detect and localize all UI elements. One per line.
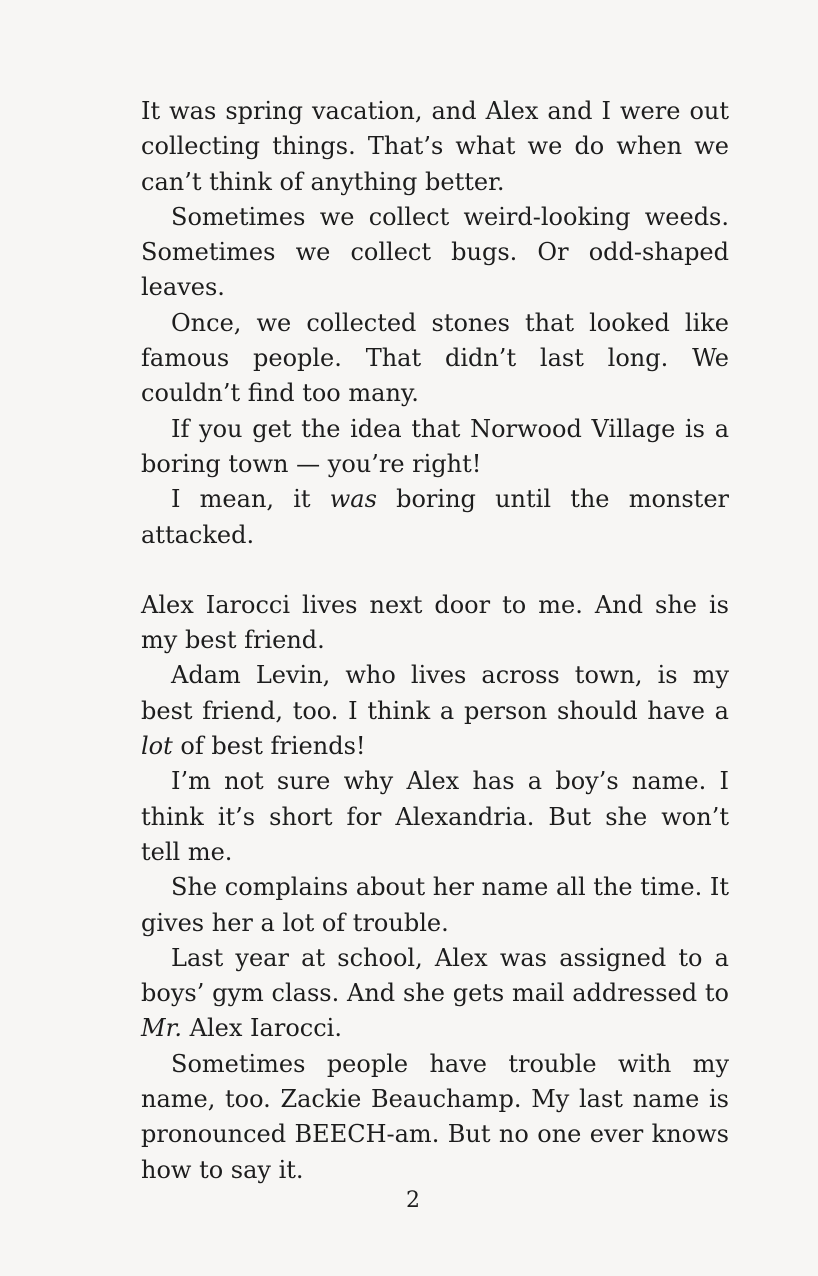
text-span: Adam Levin, who lives across town, is my best friend, too. I think a person should have a xyxy=(141,661,729,725)
paragraph: I’m not sure why Alex has a boy’s name. I think it’s short for Alexandria. But she won’t tell me. xyxy=(141,767,729,866)
section-break xyxy=(141,553,729,588)
paragraph xyxy=(141,482,729,553)
page-number: 2 xyxy=(406,1188,420,1213)
emphasis: was xyxy=(329,485,377,514)
paragraph: She complains about her name all the time. It gives her a lot of trouble. xyxy=(141,873,729,937)
text-span: Last year at school, Alex was assigned to a boys’ gym class. And she gets mail addressed to xyxy=(141,943,729,1008)
text-span: Alex Iarocci. xyxy=(182,1014,342,1043)
emphasis: Mr. xyxy=(141,1014,183,1043)
paragraph: Alex Iarocci lives next door to me. And she is my best friend. xyxy=(141,590,729,655)
paragraph: It was spring vacation, and Alex and I were out collecting things. That’s what we do when we can’t think of anything better. xyxy=(141,97,729,196)
paragraph xyxy=(141,658,729,764)
paragraph xyxy=(141,941,729,1047)
text-span: I mean, it xyxy=(171,485,330,514)
paragraph: Sometimes we collect weird-looking weeds. Sometimes we collect bugs. Or odd-shaped leaves. xyxy=(141,202,729,302)
paragraph: If you get the idea that Norwood Village is a boring town — you’re right! xyxy=(141,414,729,478)
paragraph: Once, we collected stones that looked like famous people. That didn’t last long. We couldn’t find too many. xyxy=(141,308,729,408)
text-span: of best friends! xyxy=(172,732,366,761)
page-number-container xyxy=(24,1188,818,1213)
body-text xyxy=(141,94,729,1188)
text-span: boring until the monster attacked. xyxy=(141,485,730,549)
emphasis: lot xyxy=(141,732,173,761)
paragraph: Sometimes people have trouble with my name, too. Zackie Beauchamp. My last name is pronounced BEECH-am. But no one ever knows how to say it. xyxy=(141,1049,729,1184)
